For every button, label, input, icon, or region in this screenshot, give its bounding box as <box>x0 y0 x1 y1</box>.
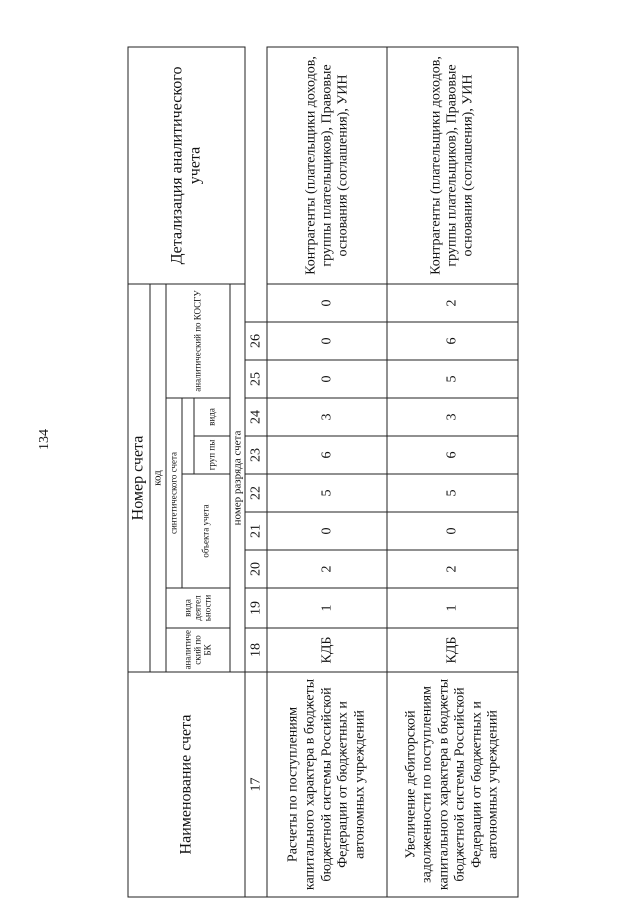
row-2-name: Увеличение дебиторской задолженности по поступлениям капитального характера в бюджеты бюджетной системы Российской Федерации от бюджетных и автономных учреждений <box>387 672 518 897</box>
row-2-detail: Контрагенты (плательщики доходов, группы плательщиков), Правовые основания (соглашения), УИН <box>387 46 518 283</box>
digit-23: 23 <box>245 436 267 474</box>
header-analytic-bk: аналитиче ский по БК <box>166 628 230 672</box>
row-1-value-18: 1 <box>267 588 387 628</box>
row-1-name: Расчеты по поступлениям капитального характера в бюджеты бюджетной системы Российской Федерации от бюджетных и автономных учреждений <box>267 672 387 897</box>
row-1-value-24: 0 <box>267 360 387 398</box>
row-2-value-21: 5 <box>387 474 518 512</box>
row-2-value-22: 6 <box>387 436 518 474</box>
digit-25: 25 <box>245 360 267 398</box>
digit-24: 24 <box>245 398 267 436</box>
row-1-value-19: 2 <box>267 550 387 588</box>
header-analytic-kosgu: аналитический по КОСГУ <box>166 283 230 397</box>
digit-26: 26 <box>245 322 267 360</box>
row-2-value-23: 3 <box>387 398 518 436</box>
row-1-value-26: 0 <box>267 283 387 321</box>
digit-20: 20 <box>245 550 267 588</box>
digit-22: 22 <box>245 474 267 512</box>
row-1-value-22: 6 <box>267 436 387 474</box>
row-2-value-20: 0 <box>387 512 518 550</box>
header-synthetic: синтетического счета <box>166 398 182 588</box>
header-activity-type: вида деятел ьности <box>166 588 230 628</box>
digit-19: 19 <box>245 588 267 628</box>
row-2-value-17: КДБ <box>387 628 518 672</box>
row-2-value-26: 2 <box>387 283 518 321</box>
header-kind: вида <box>194 398 230 436</box>
page-number: 134 <box>37 429 52 450</box>
row-1-value-21: 5 <box>267 474 387 512</box>
row-1-value-25: 0 <box>267 322 387 360</box>
table-row <box>387 46 518 896</box>
header-code: код <box>150 283 166 671</box>
header-digit-number: номер разряда счета <box>230 283 246 671</box>
digit-21: 21 <box>245 512 267 550</box>
row-2-value-18: 1 <box>387 588 518 628</box>
row-1-value-20: 0 <box>267 512 387 550</box>
rotated-table-container <box>128 47 513 897</box>
digit-17: 17 <box>245 672 267 897</box>
header-account-number: Номер счета <box>128 283 150 671</box>
row-2-value-19: 2 <box>387 550 518 588</box>
row-2-value-24: 5 <box>387 360 518 398</box>
row-2-value-25: 6 <box>387 322 518 360</box>
row-1-value-23: 3 <box>267 398 387 436</box>
header-accounting-object: объекта учета <box>182 474 230 588</box>
row-1-detail: Контрагенты (плательщики доходов, группы плательщиков), Правовые основания (соглашения), УИН <box>267 46 387 283</box>
header-account-name: Наименование счета <box>128 672 245 897</box>
header-group: груп пы <box>194 436 230 474</box>
row-1-value-17: КДБ <box>267 628 387 672</box>
table-row <box>267 46 387 896</box>
header-detail: Детализация аналитического учета <box>128 46 245 283</box>
accounts-table <box>128 46 519 897</box>
digit-18: 18 <box>245 628 267 672</box>
